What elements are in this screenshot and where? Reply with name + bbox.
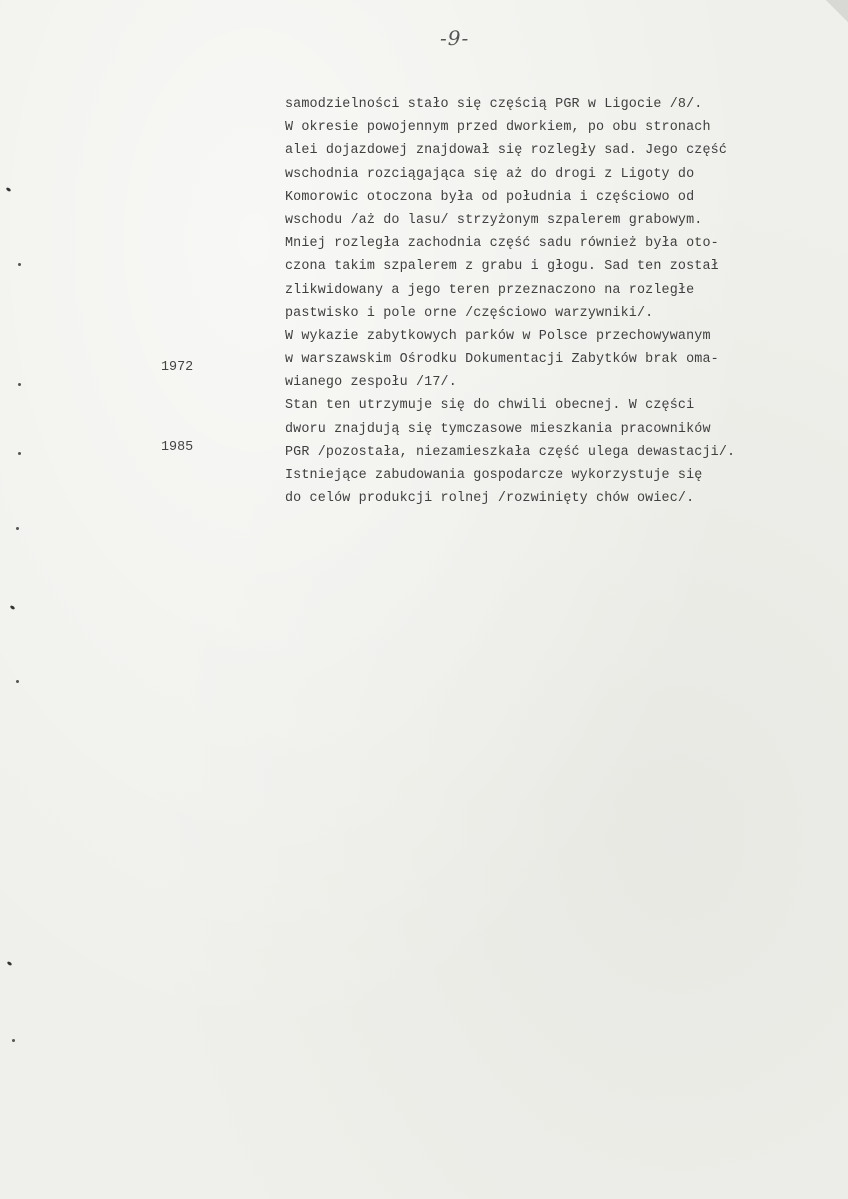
text-line: alei dojazdowej znajdował się rozległy sad. Jego część: [285, 143, 728, 159]
body-text: [285, 93, 845, 510]
text-line: pastwisko i pole orne /częściowo warzywniki/.: [285, 305, 654, 321]
text-line: Stan ten utrzymuje się do chwili obecnej. W części: [285, 398, 695, 414]
text-line: PGR /pozostała, niezamieszkała część ulega dewastacji/.: [285, 444, 736, 460]
text-line: dworu znajdują się tymczasowe mieszkania pracowników: [285, 421, 711, 437]
text-line: samodzielności stało się częścią PGR w Ligocie /8/.: [285, 97, 703, 112]
text-line: zlikwidowany a jego teren przeznaczono na rozległe: [285, 282, 695, 298]
text-line: wschodnia rozciągająca się aż do drogi z Ligoty do: [285, 166, 695, 182]
text-line: w warszawskim Ośrodku Dokumentacji Zabytków brak oma-: [285, 352, 719, 368]
margin-speck: [18, 383, 21, 386]
text-line: Istniejące zabudowania gospodarcze wykorzystuje się: [285, 468, 703, 483]
text-line: W okresie powojennym przed dworkiem, po obu stronach: [285, 120, 711, 136]
text-line: Mniej rozległa zachodnia część sadu również była oto-: [285, 236, 719, 252]
year-label-1972: 1972: [161, 360, 194, 375]
year-label-1985: 1985: [161, 440, 194, 455]
text-line: do celów produkcji rolnej /rozwinięty chów owiec/.: [285, 491, 695, 507]
page-corner: [826, 0, 848, 22]
text-line: W wykazie zabytkowych parków w Polsce przechowywanym: [285, 328, 711, 344]
margin-speck: [7, 961, 13, 966]
page-number: -9-: [440, 26, 470, 50]
margin-speck: [12, 1039, 15, 1042]
margin-speck: [6, 187, 12, 192]
margin-speck: [18, 452, 21, 455]
margin-speck: [10, 605, 16, 610]
text-line: wschodu /aż do lasu/ strzyżonym szpalerem grabowym.: [285, 212, 703, 228]
margin-speck: [16, 680, 19, 683]
margin-speck: [18, 263, 21, 266]
text-line: Komorowic otoczona była od południa i częściowo od: [285, 189, 695, 205]
margin-speck: [16, 527, 19, 530]
text-line: wianego zespołu /17/.: [285, 375, 457, 391]
text-line: czona takim szpalerem z grabu i głogu. Sad ten został: [285, 259, 719, 275]
